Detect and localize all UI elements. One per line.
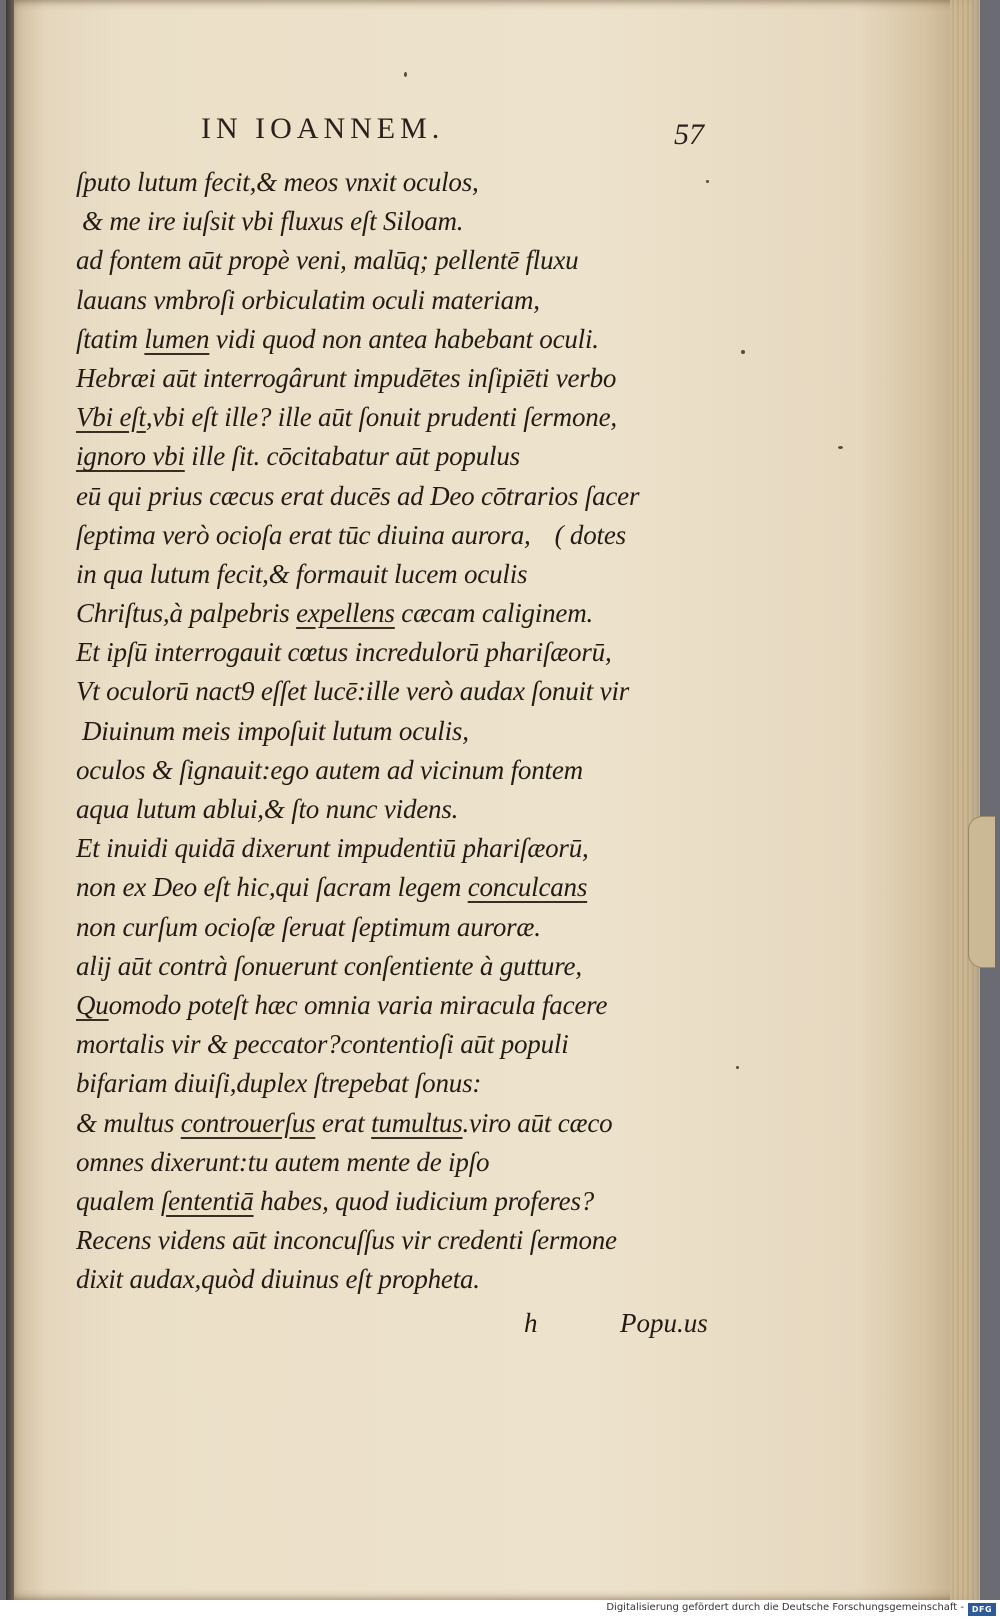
text-line: mortalis vir & peccator?contentioſi aūt populi <box>76 1029 569 1060</box>
running-head: IN IOANNEM. <box>201 112 445 145</box>
text-line: ſtatim lumen vidi quod non antea habebant oculi. <box>76 323 599 354</box>
text-line: Chriſtus,à palpebris expellens cæcam caliginem. <box>76 598 594 629</box>
text-line: Hebræi aūt interrogârunt impudētes inſipiēti verbo <box>76 362 617 393</box>
signature-mark: h <box>524 1308 538 1338</box>
text-line: ad fontem aūt propè veni, malūq; pellentē fluxu <box>76 245 579 276</box>
text-line: & multus controuerſus erat tumultus.viro aūt cæco <box>76 1107 613 1138</box>
folio-number: 57 <box>674 118 704 151</box>
text-line: bifariam diuiſi,duplex ſtrepebat ſonus: <box>76 1068 482 1099</box>
text-line: lauans vmbroſi orbiculatim oculi materiam, <box>76 284 540 315</box>
underlined-word: Qu <box>76 989 109 1020</box>
underlined-word: conculcans <box>467 872 588 903</box>
digitization-credit: Digitalisierung gefördert durch die Deutsche Forschungsgemeinschaft - <box>606 1602 964 1613</box>
ink-speck <box>404 72 407 77</box>
text-line: Quomodo poteſt hæc omnia varia miracula facere <box>76 989 608 1020</box>
ink-speck <box>706 180 709 183</box>
text-line: Et ipſū interrogauit cœtus incredulorū phariſæorū, <box>76 637 612 668</box>
text-line: aqua lutum ablui,& ſto nunc videns. <box>76 794 459 824</box>
text-line: ſputo lutum fecit,& meos vnxit oculos, <box>76 167 479 197</box>
text-line: Vbi eſt,vbi eſt ille? ille aūt ſonuit prudenti ſermone, <box>76 402 617 433</box>
ink-speck <box>838 446 843 449</box>
underlined-word: ſententiā <box>160 1185 254 1216</box>
underlined-word: expellens <box>296 598 395 629</box>
text-line: ignoro vbi ille ſit. cōcitabatur aūt populus <box>76 441 520 472</box>
ink-speck <box>741 350 745 354</box>
underlined-word: tumultus <box>371 1107 463 1138</box>
text-line: Recens videns aūt inconcuſſus vir credenti ſermone <box>76 1225 617 1256</box>
text-line: Vt oculorū nact9 eſſet lucē:ille verò audax ſonuit vir <box>76 676 630 707</box>
text-line: alij aūt contrà ſonuerunt conſentiente à gutture, <box>76 950 582 981</box>
text-line: ſeptima verò ocioſa erat tūc diuina aurora, <box>76 519 531 550</box>
underlined-word: Vbi eſt <box>76 402 146 433</box>
binding-gutter <box>6 0 14 1600</box>
dfg-logo: DFG <box>968 1603 996 1616</box>
marginal-addition: ( dotes <box>554 519 626 550</box>
text-line: non curſum ocioſæ ſeruat ſeptimum auroræ. <box>76 911 541 942</box>
text-line: non ex Deo eſt hic,qui ſacram legem conculcans <box>76 872 588 903</box>
poem-text <box>76 163 736 1299</box>
text-line: & me ire iuſsit vbi fluxus eſt Siloam. <box>82 206 464 237</box>
underlined-word: lumen <box>144 323 210 354</box>
text-line: oculos & ſignauit:ego autem ad vicinum fontem <box>76 754 583 785</box>
text-line: qualem ſententiā habes, quod iudicium proferes? <box>76 1185 595 1216</box>
text-line: Et inuidi quidā dixerunt impudentiū phariſæorū, <box>76 833 589 864</box>
text-line: eū qui prius cæcus erat ducēs ad Deo cōtrarios ſacer <box>76 480 640 511</box>
text-line: omnes dixerunt:tu autem mente de ipſo <box>76 1146 490 1177</box>
text-line: in qua lutum fecit,& formauit lucem oculis <box>76 558 528 589</box>
underlined-word: controuerſus <box>180 1107 316 1138</box>
text-line: Diuinum meis impoſuit lutum oculis, <box>82 715 469 746</box>
catchword: Popu.us <box>620 1308 708 1338</box>
bookmark-clasp <box>968 816 995 968</box>
underlined-word: ignoro vbi <box>76 441 185 472</box>
text-line-with-addition <box>76 516 736 555</box>
ink-speck <box>736 1066 739 1069</box>
page-fore-edge <box>950 0 980 1600</box>
book-page <box>6 0 974 1600</box>
text-line: dixit audax,quòd diuinus eſt propheta. <box>76 1264 480 1295</box>
